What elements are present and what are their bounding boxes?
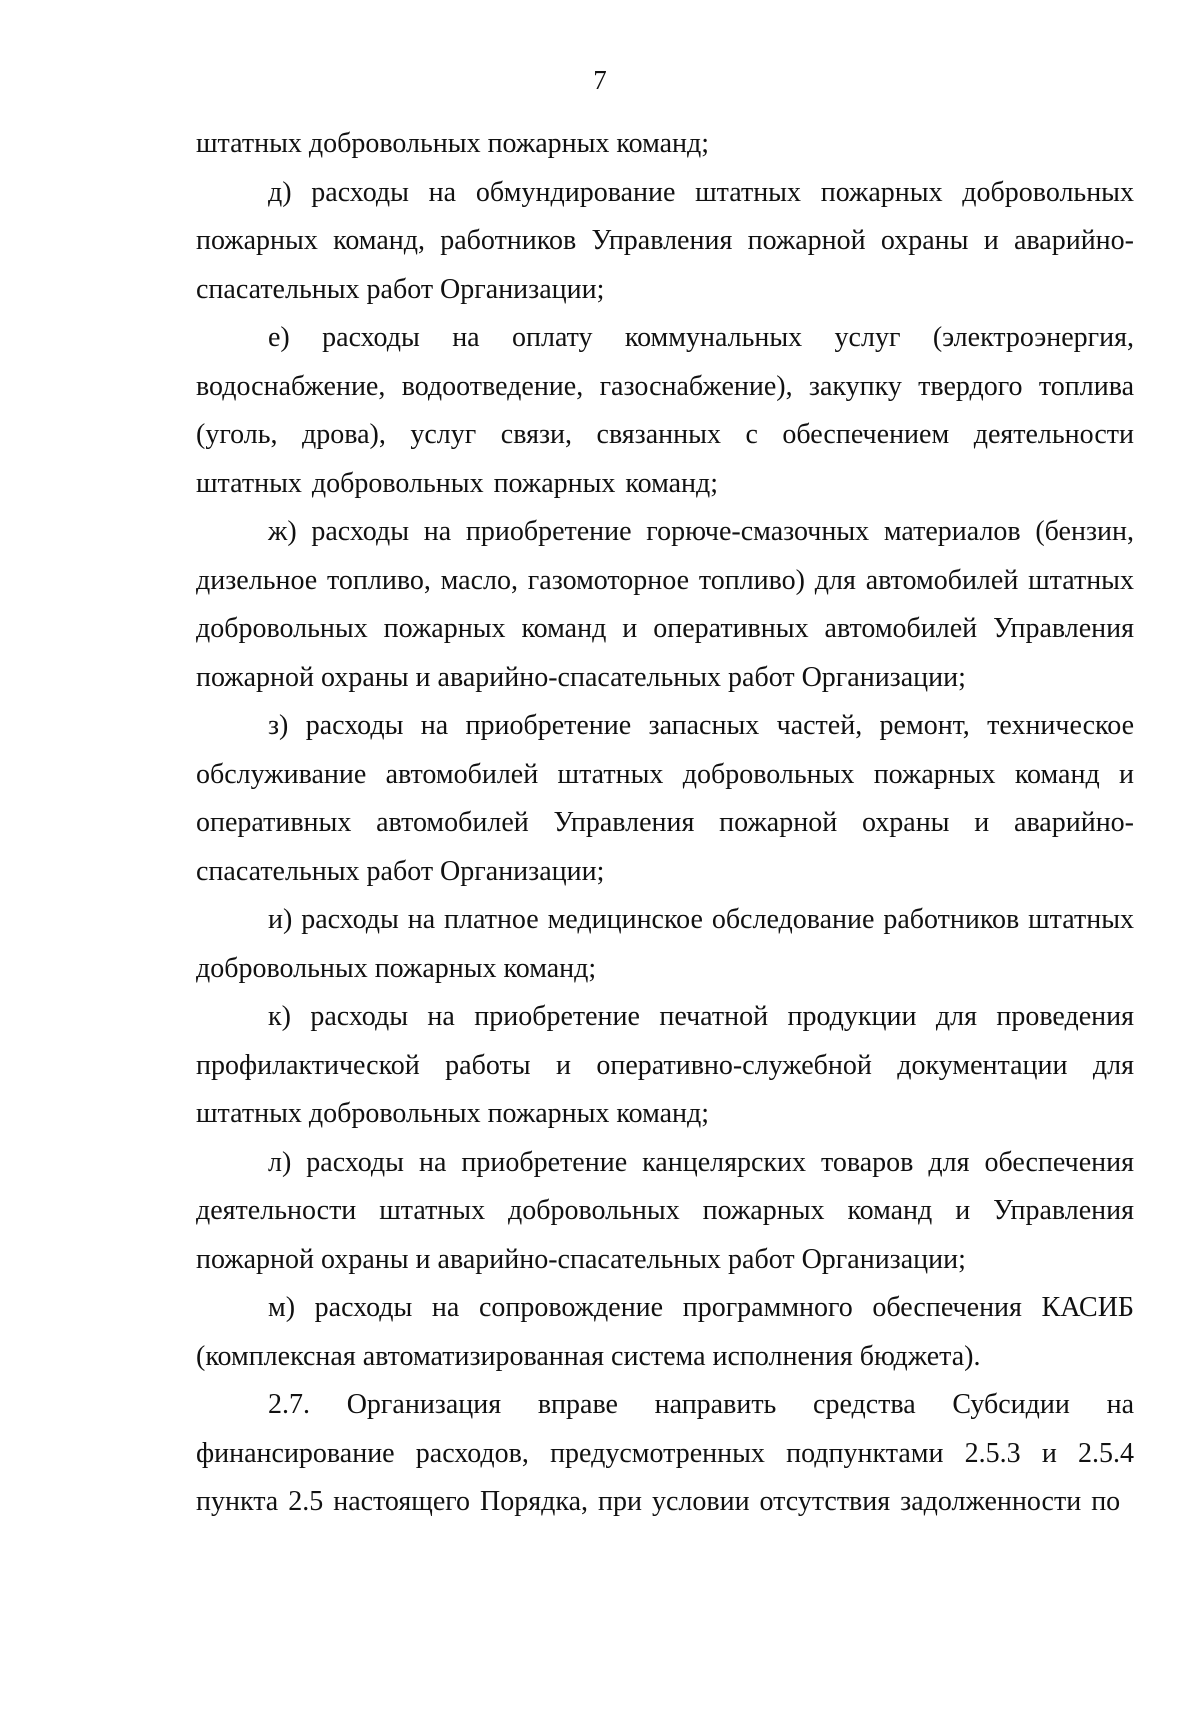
paragraph-clause-2-7: 2.7. Организация вправе направить средства Субсидии на финансирование расходов, предусмотренных подпунктами 2.5.3 и 2.5.4 пункта 2.5 настоящего Порядка, при условии отсутствия задолженности по xyxy=(196,1389,1134,1517)
paragraph-item-e: е) расходы на оплату коммунальных услуг (электроэнергия, водоснабжение, водоотведение, газоснабжение), закупку твердого топлива (уголь, дрова), услуг связи, связанных с обеспечением деятельности штатных добровольных пожарных команд; xyxy=(196,322,1134,499)
paragraph-item-z: з) расходы на приобретение запасных частей, ремонт, техническое обслуживание автомобилей штатных добровольных пожарных команд и оперативных автомобилей Управления пожарной охраны и аварийно-спасательных работ Организации; xyxy=(196,710,1134,887)
page-number: 7 xyxy=(593,65,607,95)
paragraph-item-d: д) расходы на обмундирование штатных пожарных добровольных пожарных команд, работников Управления пожарной охраны и аварийно-спасательных работ Организации; xyxy=(196,176,1134,305)
paragraph-item-i: и) расходы на платное медицинское обследование работников штатных добровольных пожарных команд; xyxy=(196,904,1134,984)
paragraph-item-l: л) расходы на приобретение канцелярских товаров для обеспечения деятельности штатных добровольных пожарных команд и Управления пожарной охраны и аварийно-спасательных работ Организации; xyxy=(196,1146,1134,1275)
document-body xyxy=(196,120,1134,1527)
paragraph-item-k: к) расходы на приобретение печатной продукции для проведения профилактической работы и оперативно-служебной документации для штатных добровольных пожарных команд; xyxy=(196,1001,1134,1129)
paragraph-continuation: штатных добровольных пожарных команд; xyxy=(196,128,710,159)
paragraph-item-zh: ж) расходы на приобретение горюче-смазочных материалов (бензин, дизельное топливо, масло, газомоторное топливо) для автомобилей штатных добровольных пожарных команд и оперативных автомобилей Управления пожарной охраны и аварийно-спасательных работ Организации; xyxy=(196,516,1134,693)
paragraph-item-m: м) расходы на сопровождение программного обеспечения КАСИБ (комплексная автоматизированная система исполнения бюджета). xyxy=(196,1292,1134,1372)
